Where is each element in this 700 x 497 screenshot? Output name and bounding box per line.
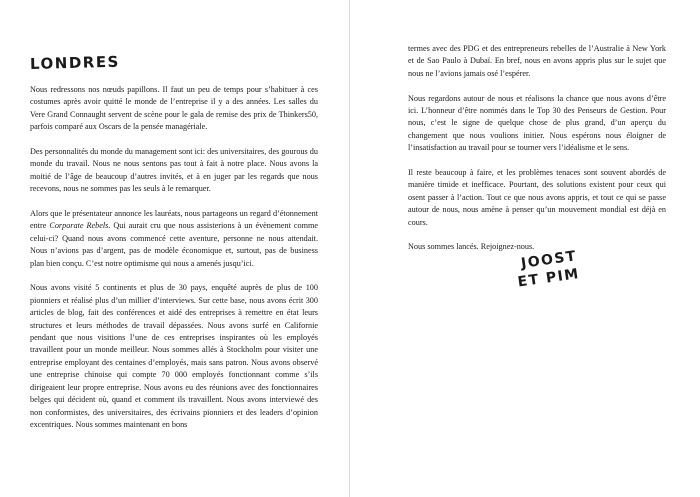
paragraph: Nous sommes lancés. Rejoignez-nous. xyxy=(408,242,535,252)
paragraph: Des personnalités du monde du management sont ici: des universitaires, des gourous du monde du travail. Nous ne nous sentons pas tout à fait à notre place. Nous avons la moitié de l’âge de beaucoup d’autres invités, et à en juger par les regards que nous recevons, nous ne sommes pas les seuls à le remarquer. xyxy=(30,147,318,194)
right-page xyxy=(408,0,668,497)
left-page xyxy=(30,0,320,497)
paragraph-text: . Qui aurait cru que nous assisterions à un évènement comme celui-ci? Quand nous avons commencé cette aventure, personne ne nous attendait. Nous n’avions pas d’argent, pas de modèle économique et, surtout, pas de business plan bien conçu. C’est notre optimisme qui nous a amenés jusqu’ici. xyxy=(30,221,318,268)
paragraph xyxy=(30,208,318,270)
paragraph: Nous redressons nos nœuds papillons. Il faut un peu de temps pour s’habituer à ces costumes après avoir quitté le monde de l’entreprise il y a des années. Les salles du Vere Grand Connaught servent de scène pour le gala de remise des prix de Thinkers50, parfois comparé aux Oscars de la pensée managériale. xyxy=(30,85,318,132)
right-page-body xyxy=(408,43,666,254)
signature-line: ET PIM xyxy=(516,265,581,291)
left-page-body xyxy=(30,84,318,431)
paragraph-text: Alors que le présentateur annonce les lauréats, nous partageons un regard d’étonnement entre xyxy=(30,209,318,231)
paragraph: Nous regardons autour de nous et réalisons la chance que nous avons d’être ici. L’honneur d’être nommés dans le Top 30 des Penseurs de Gestion. Pour nous, c’est le signe de quelque chose de plus grand, d’un aperçu du changement que nous voulions initier. Nous espérons nous éloigner de l’insatisfaction au travail pour se tourner vers l’idéalisme et le sens. xyxy=(408,93,666,153)
handwritten-signature xyxy=(516,247,581,291)
signature-line: JOOST xyxy=(520,248,578,272)
paragraph: termes avec des PDG et des entrepreneurs rebelles de l’Australie à New York et de Sao Paulo à Dubaï. En bref, nous en avons appris plus sur le sujet que nous ne l’avions jamais osé l’espérer. xyxy=(408,44,666,78)
paragraph: Il reste beaucoup à faire, et les problèmes tenaces sont souvent abordés de manière timide et inefficace. Pourtant, des solutions existent pour ceux qui osent passer à l’action. Tout ce que nous avons appris, et tout ce qui se passe autour de nous, nous amène à penser qu’un mouvement mondial est déjà en cours. xyxy=(408,168,666,227)
paragraph: Nous avons visité 5 continents et plus de 30 pays, enquêté auprès de plus de 100 pionniers et réalisé plus d’un millier d’interviews. Sur cette base, nous avons écrit 300 articles de blog, fait des conférences et aidé des entreprises à remettre en état leurs structures et leurs méthodes de travail dépassées. Nous avons surfé en Californie pendant que nous visitions l’une de ces entreprises inspirantes où les employés travaillent pour un monde meilleur. Nous sommes allés à Stockholm pour visiter une entreprise employant des centaines d’employés, mais sans patron. Nous avons observé une entreprise chinoise qui compte 70 000 employés fonctionnant comme s’ils dirigeaient leur propre entreprise. Nous avons eu des réunions avec des fonctionnaires belges qui décident où, quand et comment ils travaillent. Nous avons interviewé des non conformistes, des universitaires, des écrivains pionniers et des leaders d’opinion excentriques. Nous sommes maintenant en bons xyxy=(30,283,318,429)
chapter-heading: LONDRES xyxy=(29,52,121,73)
emphasized-title: Corporate Rebels xyxy=(49,221,109,231)
page-gutter xyxy=(349,0,350,497)
